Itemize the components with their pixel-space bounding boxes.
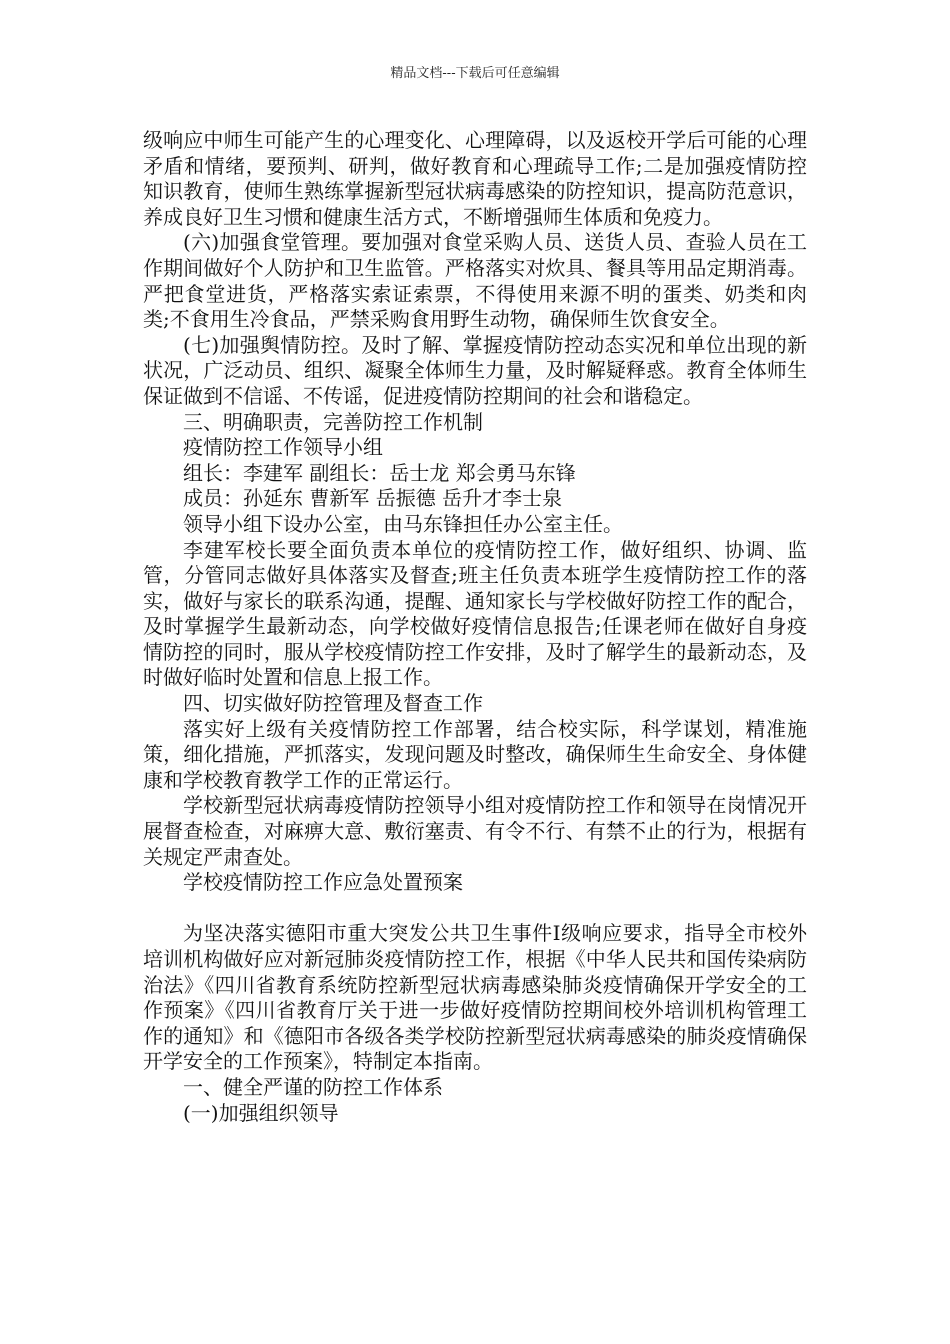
section-heading-4: 四、切实做好防控管理及督查工作: [183, 691, 483, 716]
page-header: 精品文档---下载后可任意编辑: [390, 66, 560, 81]
section-heading-1: 一、健全严谨的防控工作体系: [183, 1074, 443, 1099]
paragraph-plan-intro: 为坚决落实德阳市重大突发公共卫生事件Ⅰ级响应要求，指导全市校外培训机构做好应对新冠肺炎疫情防控工作，根据《中华人民共和国传染病防治法》《四川省教育系统防控新型冠状病毒感染肺炎疫情确保开学安全的工作预案》《四川省教育厅关于进一步做好疫情防控期间校外培训机构管理工作的通知》和《德阳市各级各类学校防控新型冠状病毒感染的肺炎疫情确保开学安全的工作预案》，特制定本指南。: [143, 921, 807, 1074]
section-heading-3: 三、明确职责，完善防控工作机制: [183, 409, 483, 434]
blank-line: [143, 896, 807, 922]
group-leaders: 组长：李建军 副组长：岳士龙 郑会勇马东锋: [183, 460, 576, 485]
paragraph-supervision: 学校新型冠状病毒疫情防控领导小组对疫情防控工作和领导在岗情况开展督查检查，对麻痹大意、敷衍塞责、有令不行、有禁不止的行为，根据有关规定严肃查处。: [143, 793, 807, 869]
group-title: 疫情防控工作领导小组: [183, 435, 383, 460]
plan-title: 学校疫情防控工作应急处置预案: [183, 870, 463, 895]
paragraph-canteen: (六)加强食堂管理。要加强对食堂采购人员、送货人员、查验人员在工作期间做好个人防护和卫生监管。严格落实对炊具、餐具等用品定期消毒。严把食堂进货，严格落实索证索票，不得使用来源不明的蛋类、奶类和肉类;不食用生冷食品，严禁采购食用野生动物，确保师生饮食安全。: [143, 230, 807, 332]
paragraph-implementation: 落实好上级有关疫情防控工作部署，结合校实际，科学谋划，精准施策，细化措施，严抓落实，发现问题及时整改，确保师生生命安全、身体健康和学校教育教学工作的正常运行。: [143, 716, 807, 792]
group-members: 成员：孙延东 曹新军 岳振德 岳升才李士泉: [183, 486, 563, 511]
paragraph-public-opinion: (七)加强舆情防控。及时了解、掌握疫情防控动态实况和单位出现的新状况，广泛动员、组织、凝聚全体师生力量，及时解疑释惑。教育全体师生保证做到不信谣、不传谣，促进疫情防控期间的社会和谐稳定。: [143, 332, 807, 408]
subsection-heading-1: (一)加强组织领导: [183, 1100, 339, 1125]
document-body: [143, 128, 807, 1126]
paragraph-responsibilities: 李建军校长要全面负责本单位的疫情防控工作，做好组织、协调、监管，分管同志做好具体落实及督查;班主任负责本班学生疫情防控工作的落实，做好与家长的联系沟通，提醒、通知家长与学校做好防控工作的配合，及时掌握学生最新动态，向学校做好疫情信息报告;任课老师在做好自身疫情防控的同时，服从学校疫情防控工作安排，及时了解学生的最新动态，及时做好临时处置和信息上报工作。: [143, 537, 807, 690]
group-office: 领导小组下设办公室，由马东锋担任办公室主任。: [183, 511, 623, 536]
paragraph-continuation: 级响应中师生可能产生的心理变化、心理障碍，以及返校开学后可能的心理矛盾和情绪，要预判、研判，做好教育和心理疏导工作;二是加强疫情防控知识教育，使师生熟练掌握新型冠状病毒感染的防控知识，提高防范意识，养成良好卫生习惯和健康生活方式，不断增强师生体质和免疫力。: [143, 128, 807, 229]
